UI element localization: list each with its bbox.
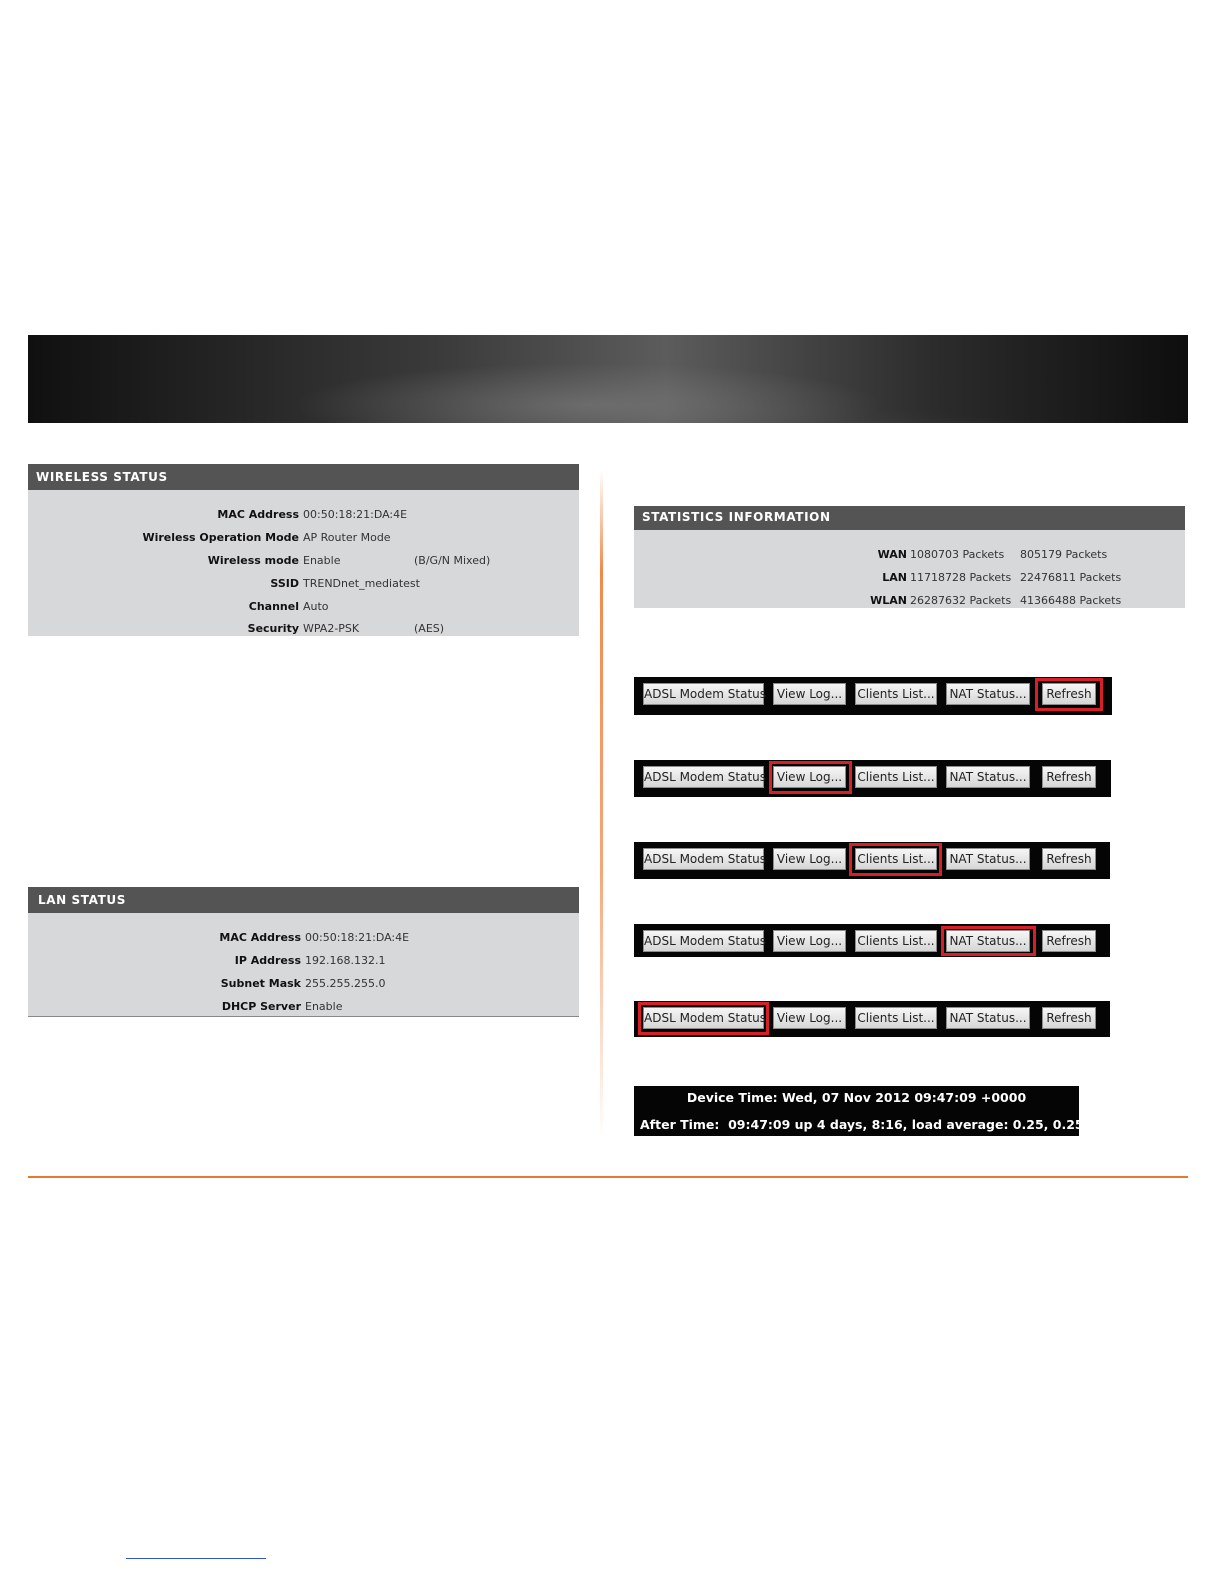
device-time-text: Device Time: Wed, 07 Nov 2012 09:47:09 +0000: [686, 1090, 1027, 1105]
refresh-button[interactable]: Refresh: [1042, 1007, 1096, 1029]
wireless-mode-extra: (B/G/N Mixed): [414, 554, 491, 567]
wireless-security-label: Security: [247, 622, 299, 635]
refresh-button[interactable]: Refresh: [1042, 766, 1096, 788]
adsl-modem-status-button[interactable]: ADSL Modem Status: [643, 683, 764, 705]
highlight-frame: [849, 843, 942, 876]
wireless-channel-label: Channel: [248, 600, 299, 613]
adsl-modem-status-button[interactable]: ADSL Modem Status: [643, 930, 764, 952]
wireless-security-extra: (AES): [414, 622, 445, 635]
highlight-frame: [941, 926, 1036, 956]
wireless-ssid-label: SSID: [270, 577, 299, 590]
stats-lan-sent: 11718728 Packets: [910, 571, 1012, 584]
stats-wlan-label: WLAN: [870, 594, 907, 607]
nat-status-button[interactable]: NAT Status...: [946, 1007, 1030, 1029]
adsl-modem-status-button[interactable]: ADSL Modem Status: [643, 766, 764, 788]
lan-ip-label: IP Address: [234, 954, 301, 967]
wireless-opmode-label: Wireless Operation Mode: [142, 531, 299, 544]
statistics-panel: [634, 506, 1185, 608]
wireless-security-value: WPA2-PSK: [303, 622, 360, 635]
wireless-mac-value: 00:50:18:21:DA:4E: [303, 508, 408, 521]
highlight-frame: [1035, 678, 1103, 711]
stats-wan-sent: 1080703 Packets: [910, 548, 1005, 561]
clients-list-button[interactable]: Clients List...: [855, 766, 937, 788]
nat-status-button[interactable]: NAT Status...: [946, 683, 1030, 705]
wireless-mode-label: Wireless mode: [207, 554, 299, 567]
view-log-button[interactable]: View Log...: [773, 930, 846, 952]
refresh-button[interactable]: Refresh: [1042, 930, 1096, 952]
lan-subnet-value: 255.255.255.0: [305, 977, 386, 990]
view-log-button[interactable]: View Log...: [773, 766, 846, 788]
wireless-channel-value: Auto: [303, 600, 329, 613]
nat-status-button[interactable]: NAT Status...: [946, 766, 1030, 788]
stats-wlan-sent: 26287632 Packets: [910, 594, 1012, 607]
lan-status-panel: [28, 887, 579, 1017]
uptime-text: After Time: 09:47:09 up 4 days, 8:16, load average: 0.25, 0.25, 0.22: [640, 1117, 1124, 1132]
lan-mac-label: MAC Address: [219, 931, 301, 944]
button-bar-refresh-highlight: [634, 677, 1112, 715]
clients-list-button[interactable]: Clients List...: [855, 930, 937, 952]
clients-list-button[interactable]: Clients List...: [855, 683, 937, 705]
view-log-button[interactable]: View Log...: [773, 1007, 846, 1029]
adsl-modem-status-button[interactable]: ADSL Modem Status: [643, 1007, 764, 1029]
lan-dhcp-label: DHCP Server: [221, 1000, 301, 1013]
wireless-mode-value: Enable: [303, 554, 341, 567]
clients-list-button[interactable]: Clients List...: [855, 1007, 937, 1029]
device-time-box: [634, 1086, 1124, 1136]
view-log-button[interactable]: View Log...: [773, 683, 846, 705]
button-bar-adsl-highlight: [634, 1001, 1110, 1037]
wireless-status-panel: [28, 464, 579, 636]
stats-wan-label: WAN: [877, 548, 907, 561]
nat-status-button[interactable]: NAT Status...: [946, 930, 1030, 952]
lan-subnet-label: Subnet Mask: [220, 977, 301, 990]
lan-status-title: LAN STATUS: [28, 887, 579, 913]
stats-lan-received: 22476811 Packets: [1020, 571, 1122, 584]
refresh-button[interactable]: Refresh: [1042, 683, 1096, 705]
highlight-frame: [769, 761, 852, 794]
lan-dhcp-value: Enable: [305, 1000, 343, 1013]
nat-status-button[interactable]: NAT Status...: [946, 848, 1030, 870]
refresh-button[interactable]: Refresh: [1042, 848, 1096, 870]
clients-list-button[interactable]: Clients List...: [855, 848, 937, 870]
footer-rule: [28, 1176, 1188, 1178]
button-bar-log-highlight: [634, 760, 1111, 797]
view-log-button[interactable]: View Log...: [773, 848, 846, 870]
button-bar-clients-highlight: [634, 842, 1110, 879]
lan-ip-value: 192.168.132.1: [305, 954, 386, 967]
header-banner: [28, 335, 1188, 423]
adsl-modem-status-button[interactable]: ADSL Modem Status: [643, 848, 764, 870]
highlight-frame: [638, 1002, 769, 1035]
wireless-opmode-value: AP Router Mode: [303, 531, 391, 544]
stats-wan-received: 805179 Packets: [1020, 548, 1108, 561]
wireless-status-title: WIRELESS STATUS: [28, 464, 579, 490]
button-bar-nat-highlight: [634, 924, 1110, 957]
statistics-title: STATISTICS INFORMATION: [634, 506, 1185, 530]
column-divider: [600, 470, 603, 1140]
footer-link-underline: [126, 1558, 266, 1559]
stats-wlan-received: 41366488 Packets: [1020, 594, 1122, 607]
lan-mac-value: 00:50:18:21:DA:4E: [305, 931, 410, 944]
wireless-mac-label: MAC Address: [217, 508, 299, 521]
wireless-ssid-value: TRENDnet_mediatest: [303, 577, 420, 590]
stats-lan-label: LAN: [882, 571, 907, 584]
